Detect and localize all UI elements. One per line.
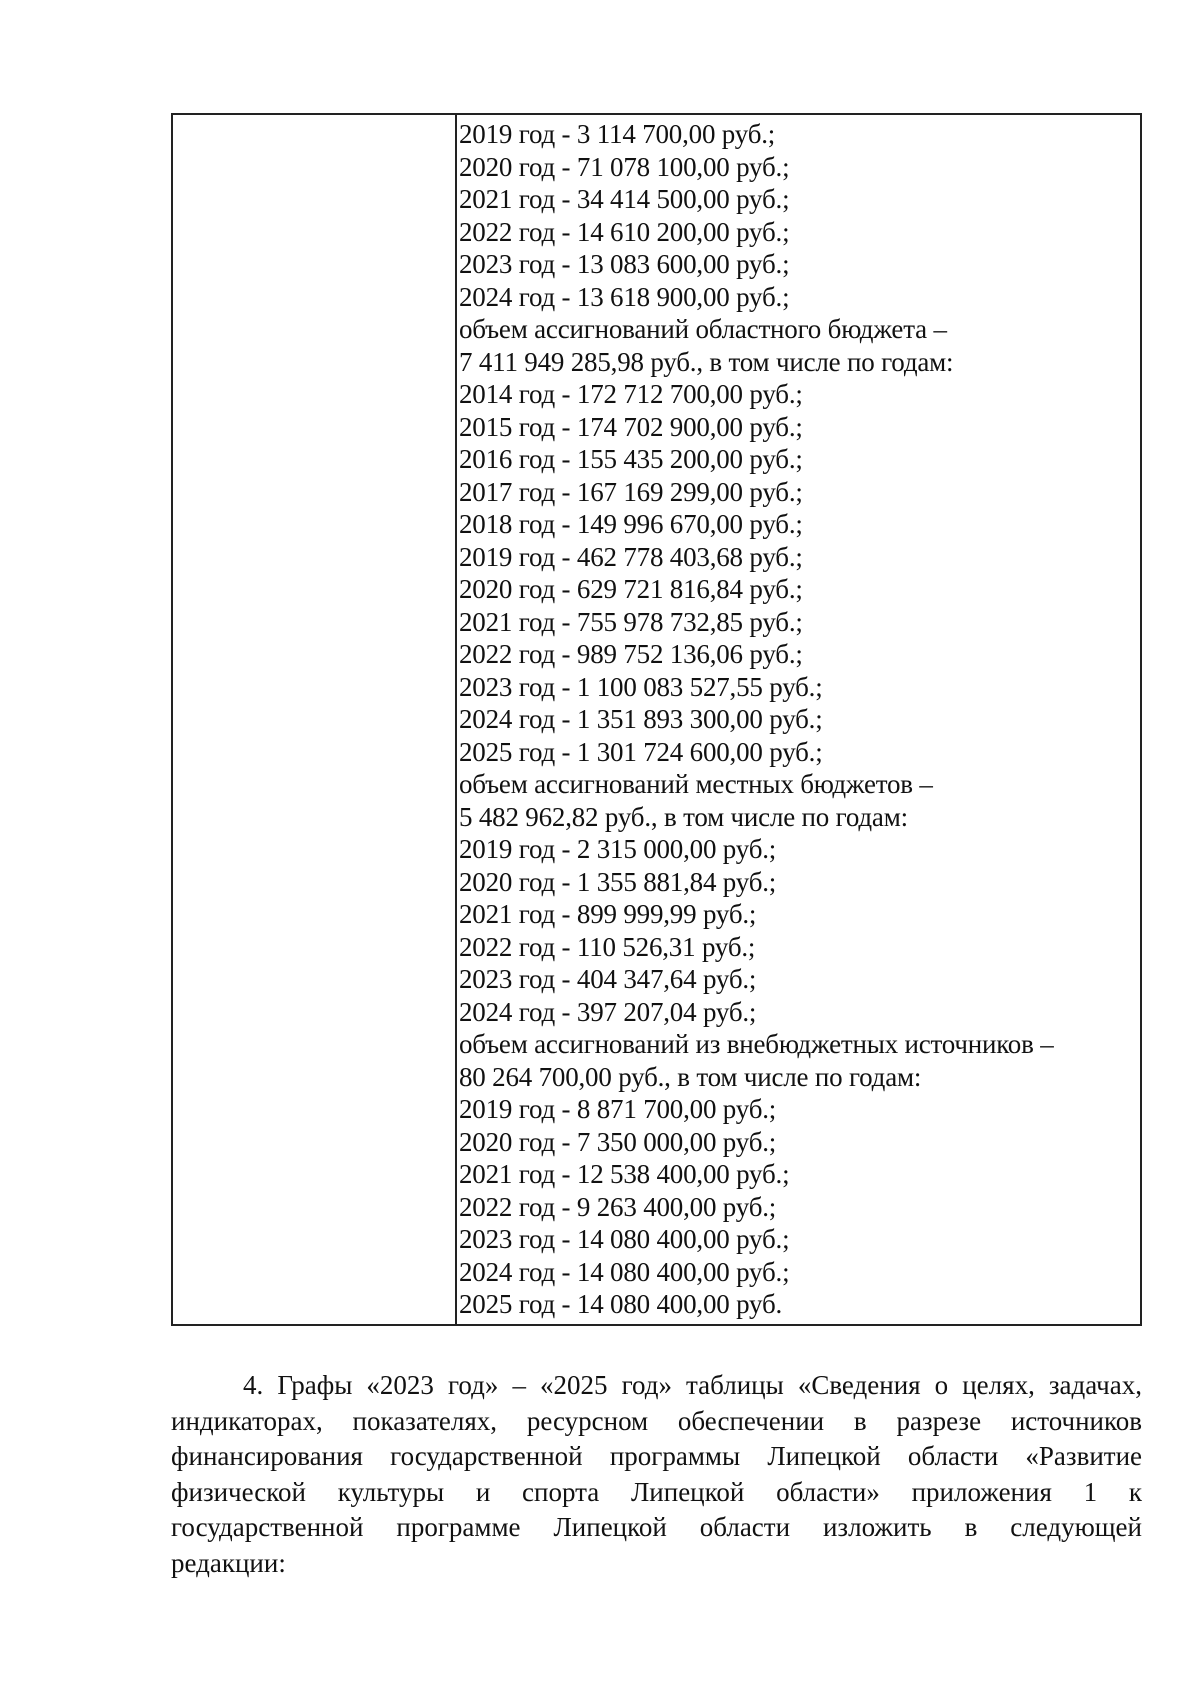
table-line: объем ассигнований из внебюджетных источников –	[459, 1029, 1054, 1059]
table-line: 2023 год - 404 347,64 руб.;	[459, 964, 757, 994]
table-line: 2024 год - 397 207,04 руб.;	[459, 996, 757, 1027]
table-line: 2025 год - 1 301 724 600,00 руб.;	[459, 736, 823, 767]
table-line: 2022 год - 9 263 400,00 руб.;	[459, 1191, 777, 1222]
table-line: 2021 год - 755 978 732,85 руб.;	[459, 606, 803, 637]
table-line: 2020 год - 629 721 816,84 руб.;	[459, 574, 803, 604]
funding-table	[171, 113, 1142, 1326]
table-line: 5 482 962,82 руб., в том числе по годам:	[459, 801, 908, 832]
table-line: 2019 год - 3 114 700,00 руб.;	[459, 119, 776, 149]
paragraph-line: индикаторах, показателях, ресурсном обеспечении в разрезе источников	[171, 1405, 1142, 1436]
table-line: 2014 год - 172 712 700,00 руб.;	[459, 379, 803, 409]
table-line: 2020 год - 1 355 881,84 руб.;	[459, 866, 777, 897]
table-line: 2018 год - 149 996 670,00 руб.;	[459, 509, 803, 539]
table-line: 2020 год - 71 078 100,00 руб.;	[459, 151, 790, 182]
table-line: 2025 год - 14 080 400,00 руб.	[459, 1289, 783, 1319]
table-line: 2024 год - 14 080 400,00 руб.;	[459, 1256, 790, 1287]
table-line: объем ассигнований областного бюджета –	[459, 314, 947, 344]
paragraph-line: государственной программе Липецкой области изложить в следующей	[171, 1512, 1142, 1542]
table-line: 2022 год - 989 752 136,06 руб.;	[459, 639, 803, 669]
table-line: 2019 год - 462 778 403,68 руб.;	[459, 541, 803, 572]
table-line: 7 411 949 285,98 руб., в том числе по годам:	[459, 346, 954, 377]
funding-table-right-cell	[459, 118, 1136, 1324]
table-line: 2024 год - 13 618 900,00 руб.;	[459, 281, 790, 312]
instruction-paragraph	[171, 1368, 1142, 1581]
table-line: 2024 год - 1 351 893 300,00 руб.;	[459, 704, 823, 734]
table-line: 2019 год - 2 315 000,00 руб.;	[459, 834, 777, 864]
table-line: 2022 год - 110 526,31 руб.;	[459, 931, 756, 962]
table-line: 2019 год - 8 871 700,00 руб.;	[459, 1094, 777, 1124]
column-divider	[455, 115, 457, 1324]
table-line: 2022 год - 14 610 200,00 руб.;	[459, 216, 790, 247]
table-line: 2023 год - 1 100 083 527,55 руб.;	[459, 671, 823, 702]
paragraph-line: 4. Графы «2023 год» – «2025 год» таблицы «Сведения о целях, задачах,	[243, 1370, 1142, 1400]
paragraph-line: редакции:	[171, 1547, 286, 1578]
table-line: 2017 год - 167 169 299,00 руб.;	[459, 476, 803, 507]
paragraph-line: финансирования государственной программы Липецкой области «Развитие	[171, 1441, 1142, 1471]
table-line: 2016 год - 155 435 200,00 руб.;	[459, 444, 803, 474]
table-line: 2021 год - 34 414 500,00 руб.;	[459, 184, 790, 214]
table-line: 2023 год - 14 080 400,00 руб.;	[459, 1224, 790, 1254]
table-line: 80 264 700,00 руб., в том числе по годам:	[459, 1061, 922, 1092]
table-line: 2021 год - 899 999,99 руб.;	[459, 899, 757, 929]
table-line: 2015 год - 174 702 900,00 руб.;	[459, 411, 803, 442]
table-line: 2020 год - 7 350 000,00 руб.;	[459, 1126, 777, 1157]
table-line: объем ассигнований местных бюджетов –	[459, 769, 933, 799]
table-line: 2021 год - 12 538 400,00 руб.;	[459, 1159, 790, 1189]
paragraph-line: физической культуры и спорта Липецкой области» приложения 1 к	[171, 1476, 1142, 1507]
table-line: 2023 год - 13 083 600,00 руб.;	[459, 249, 790, 279]
